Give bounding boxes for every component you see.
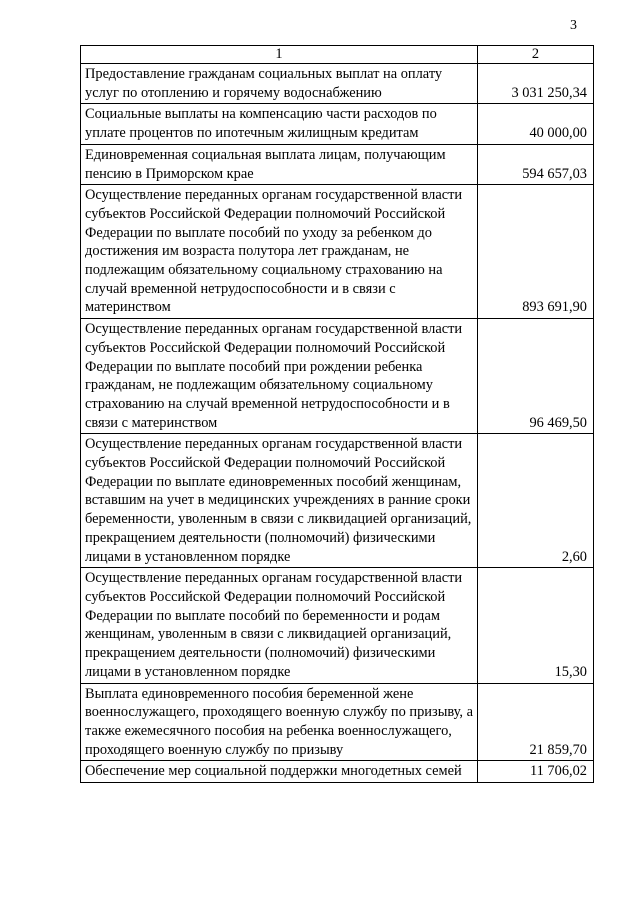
column-header-1: 1 [81, 46, 478, 64]
column-header-2: 2 [478, 46, 594, 64]
row-amount: 594 657,03 [478, 144, 594, 184]
row-description: Единовременная социальная выплата лицам, получающим пенсию в Приморском крае [81, 144, 478, 184]
row-description: Осуществление переданных органам государственной власти субъектов Российской Федерации полномочий Российской Федерации по выплате пособий по уходу за ребенком до достижения им возраста полутора лет гражданам, не подлежащим обязательному социальному страхованию на случай временной нетрудоспособности и в связи с материнством [81, 185, 478, 319]
row-amount: 2,60 [478, 434, 594, 568]
row-amount: 11 706,02 [478, 761, 594, 783]
budget-table [80, 45, 594, 783]
row-amount: 893 691,90 [478, 185, 594, 319]
table-row [81, 434, 594, 568]
table-row [81, 185, 594, 319]
row-description: Социальные выплаты на компенсацию части расходов по уплате процентов по ипотечным жилищным кредитам [81, 104, 478, 144]
row-amount: 21 859,70 [478, 683, 594, 761]
row-amount: 3 031 250,34 [478, 64, 594, 104]
row-description: Выплата единовременного пособия беременной жене военнослужащего, проходящего военную службу по призыву, а также ежемесячного пособия на ребенка военнослужащего, проходящего военную службу по призыву [81, 683, 478, 761]
page-number: 3 [570, 18, 577, 33]
table-row [81, 319, 594, 434]
row-description: Осуществление переданных органам государственной власти субъектов Российской Федерации полномочий Российской Федерации по выплате пособий по беременности и родам женщинам, уволенным в связи с ликвидацией организаций, прекращением деятельности (полномочий) физическими лицами в установленном порядке [81, 568, 478, 683]
row-description: Предоставление гражданам социальных выплат на оплату услуг по отоплению и горячему водоснабжению [81, 64, 478, 104]
table-row [81, 568, 594, 683]
row-description: Осуществление переданных органам государственной власти субъектов Российской Федерации полномочий Российской Федерации по выплате пособий при рождении ребенка гражданам, не подлежащим обязательному социальному страхованию на случай временной нетрудоспособности и в связи с материнством [81, 319, 478, 434]
table-row [81, 64, 594, 104]
row-description: Обеспечение мер социальной поддержки многодетных семей [81, 761, 478, 783]
table-row [81, 104, 594, 144]
table-row [81, 761, 594, 783]
row-amount: 40 000,00 [478, 104, 594, 144]
row-amount: 96 469,50 [478, 319, 594, 434]
row-description: Осуществление переданных органам государственной власти субъектов Российской Федерации полномочий Российской Федерации по выплате единовременных пособий женщинам, вставшим на учет в медицинских учреждениях в ранние сроки беременности, уволенным в связи с ликвидацией организаций, прекращением деятельности (полномочий) физическими лицами в установленном порядке [81, 434, 478, 568]
table-row [81, 144, 594, 184]
row-amount: 15,30 [478, 568, 594, 683]
table-header-row [81, 46, 594, 64]
table-row [81, 683, 594, 761]
